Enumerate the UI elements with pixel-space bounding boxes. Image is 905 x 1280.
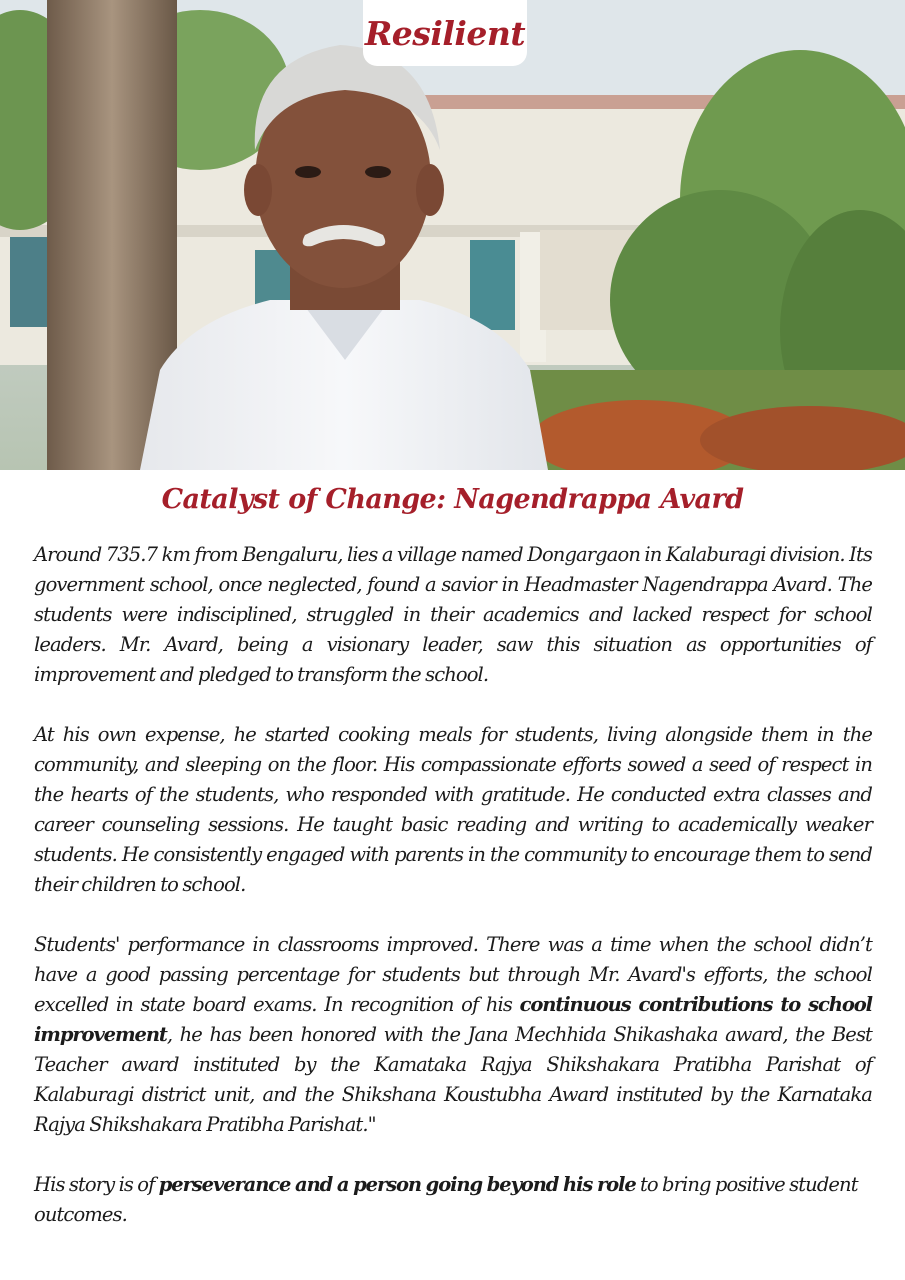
paragraph-4-text-start: His story is of <box>34 1173 159 1196</box>
portrait-photo <box>0 0 905 470</box>
header-photo <box>0 0 905 470</box>
article-body <box>34 540 872 1260</box>
paragraph-3-text-start: Students' performance in classrooms improved. There was a time when the school didn’t have a good passing percentage for students but through Mr. Avard's efforts, the school excelled in state board exams. In recognition of his <box>34 933 872 1016</box>
paragraph-3-text-end: , he has been honored with the Jana Mechhida Shikashaka award, the Best Teacher award instituted by the Kamataka Rajya Shikshakara Pratibha Parishat of Kalaburagi district unit, and the Shikshana Koustubha Award instituted by the Karnataka Rajya Shikshakara Pratibha Parishat." <box>34 1023 872 1136</box>
category-tag <box>363 0 527 66</box>
paragraph-1: Around 735.7 km from Bengaluru, lies a village named Dongargaon in Kalaburagi division. Its government school, once neglected, found a savior in Headmaster Nagendrappa Avard. The students were indisciplined, struggled in their academics and lacked respect for school leaders. Mr. Avard, being a visionary leader, saw this situation as opportunities of improvement and pledged to transform the school. <box>34 543 872 686</box>
article-title: Catalyst of Change: Nagendrappa Avard <box>161 484 744 515</box>
paragraph-4-emphasis: perseverance and a person going beyond his role <box>158 1173 636 1196</box>
paragraph-3-emphasis: continuous contributions to school improvement <box>34 993 872 1046</box>
paragraph-4-text-end: to bring positive student outcomes. <box>34 1173 858 1226</box>
category-tag-label: Resilient <box>364 13 526 53</box>
paragraph-4 <box>34 1170 872 1230</box>
paragraph-2: At his own expense, he started cooking meals for students, living alongside them in the community, and sleeping on the floor. His compassionate efforts sowed a seed of respect in the hearts of the students, who responded with gratitude. He conducted extra classes and career counseling sessions. He taught basic reading and writing to academically weaker students. He consistently engaged with parents in the community to encourage them to send their children to school. <box>34 723 872 896</box>
paragraph-3 <box>34 930 872 1140</box>
